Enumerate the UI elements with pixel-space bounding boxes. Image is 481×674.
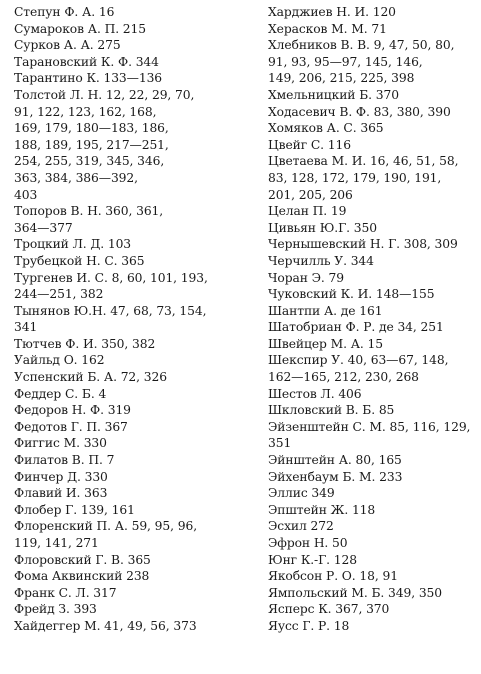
index-entry-name-line: Фома Аквинский 238: [14, 569, 150, 584]
index-entry-name-line: Ямпольский М. Б. 349, 350: [268, 585, 442, 600]
index-entry: [14, 369, 246, 386]
index-entry-name-line: Фиггис М. 330: [14, 436, 107, 451]
index-entry-pages-line: 91, 122, 123, 162, 168,: [14, 104, 157, 119]
index-entry-name-line: Тургенев И. С. 8, 60, 101, 193,: [14, 270, 208, 285]
index-entry-name-line: Флавий И. 363: [14, 486, 108, 501]
index-entry: [268, 518, 478, 535]
index-entry: [14, 618, 246, 635]
index-entry-name-line: Тарантино К. 133—136: [14, 71, 163, 86]
index-entry-name-line: Цвейг С. 116: [268, 137, 351, 152]
index-entry-name-line: Эйнштейн А. 80, 165: [268, 453, 402, 468]
index-entry-name-line: Херасков М. М. 71: [268, 21, 387, 36]
index-entry-name-line: Харджиев Н. И. 120: [268, 5, 396, 19]
index-entry: [14, 402, 246, 419]
index-entry-name-line: Трубецкой Н. С. 365: [14, 253, 145, 268]
index-entry-name-line: Шкловский В. Б. 85: [268, 403, 395, 418]
index-entry-name-line: Яусс Г. Р. 18: [268, 618, 350, 633]
index-entry-name-line: Ясперс К. 367, 370: [268, 602, 390, 617]
index-entry-name-line: Эллис 349: [268, 486, 335, 501]
index-column-left: [14, 4, 246, 635]
index-entry: [268, 104, 478, 121]
index-entry-pages-line: 169, 179, 180—183, 186,: [14, 121, 169, 136]
index-entry-name-line: Юнг К.-Г. 128: [268, 552, 357, 567]
index-entry: [268, 618, 478, 635]
index-entry: [268, 585, 478, 602]
index-entry: [14, 4, 246, 21]
index-entry-name-line: Эйзенштейн С. М. 85, 116, 129,: [268, 419, 471, 434]
index-entry-name-line: Степун Ф. А. 16: [14, 5, 115, 19]
index-entry-pages-line: 341: [14, 320, 38, 335]
index-entry: [268, 386, 478, 403]
index-entry: [268, 469, 478, 486]
index-entry: [14, 336, 246, 353]
index-entry-name-line: Шестов Л. 406: [268, 386, 362, 401]
index-entry-name-line: Уайльд О. 162: [14, 353, 105, 368]
index-entry-name-line: Троцкий Л. Д. 103: [14, 237, 132, 252]
index-entry: [14, 21, 246, 38]
index-entry: [268, 236, 478, 253]
index-entry: [14, 419, 246, 436]
index-entry-name-line: Цветаева М. И. 16, 46, 51, 58,: [268, 154, 459, 169]
index-entry: [268, 502, 478, 519]
index-entry-name-line: Эйхенбаум Б. М. 233: [268, 469, 403, 484]
index-entry-name-line: Эфрон Н. 50: [268, 536, 348, 550]
index-entry-name-line: Хайдеггер М. 41, 49, 56, 373: [14, 618, 197, 633]
index-entry-name-line: Ходасевич В. Ф. 83, 380, 390: [268, 104, 451, 119]
index-entry: [268, 4, 478, 21]
index-entry-pages-line: 363, 384, 386—392,: [14, 170, 138, 185]
index-entry-pages-line: 162—165, 212, 230, 268: [268, 370, 419, 385]
index-entry-name-line: Хмельницкий Б. 370: [268, 87, 399, 102]
index-entry-pages-line: 403: [14, 187, 38, 202]
index-entry: [14, 585, 246, 602]
index-entry: [268, 153, 478, 203]
index-entry: [268, 352, 478, 385]
index-entry: [268, 535, 478, 552]
index-entry-name-line: Целан П. 19: [268, 204, 347, 219]
index-entry: [14, 54, 246, 71]
index-entry: [14, 601, 246, 618]
index-entry: [14, 253, 246, 270]
index-entry: [14, 552, 246, 569]
index-entry: [268, 21, 478, 38]
index-entry-pages-line: 351: [268, 436, 292, 451]
index-entry: [14, 303, 246, 336]
index-entry-name-line: Шатобриан Ф. Р. де 34, 251: [268, 320, 444, 335]
index-entry: [268, 485, 478, 502]
index-entry: [268, 319, 478, 336]
index-entry-name-line: Франк С. Л. 317: [14, 585, 117, 600]
index-entry: [14, 469, 246, 486]
index-entry: [268, 452, 478, 469]
index-entry-name-line: Феддер С. Б. 4: [14, 386, 107, 401]
index-entry-name-line: Финчер Д. 330: [14, 469, 108, 484]
index-entry-pages-line: 83, 128, 172, 179, 190, 191,: [268, 170, 442, 185]
index-entry: [268, 568, 478, 585]
index-entry-name-line: Хомяков А. С. 365: [268, 121, 384, 136]
index-column-right: [268, 4, 478, 635]
index-entry-name-line: Сурков А. А. 275: [14, 38, 121, 53]
index-entry-name-line: Шантпи А. де 161: [268, 303, 383, 318]
index-entry: [14, 485, 246, 502]
index-entry: [268, 336, 478, 353]
index-entry-name-line: Тютчев Ф. И. 350, 382: [14, 336, 156, 351]
index-entry-name-line: Флоренский П. А. 59, 95, 96,: [14, 519, 197, 534]
index-entry: [14, 270, 246, 303]
index-entry-name-line: Чернышевский Н. Г. 308, 309: [268, 237, 458, 252]
index-entry-name-line: Эпштейн Ж. 118: [268, 502, 376, 517]
index-entry: [268, 601, 478, 618]
index-entry: [14, 236, 246, 253]
index-entry: [268, 286, 478, 303]
index-entry: [14, 37, 246, 54]
index-entry: [268, 270, 478, 287]
index-entry-name-line: Якобсон Р. О. 18, 91: [268, 569, 398, 584]
index-entry-pages-line: 149, 206, 215, 225, 398: [268, 71, 415, 86]
index-entry-name-line: Федоров Н. Ф. 319: [14, 403, 131, 418]
index-entry: [14, 203, 246, 236]
index-entry: [14, 87, 246, 203]
index-entry: [268, 402, 478, 419]
index-entry: [268, 552, 478, 569]
index-entry-name-line: Флобер Г. 139, 161: [14, 502, 135, 517]
index-entry-name-line: Тынянов Ю.Н. 47, 68, 73, 154,: [14, 303, 207, 318]
index-entry: [268, 253, 478, 270]
index-entry-pages-line: 364—377: [14, 220, 73, 235]
index-entry: [268, 87, 478, 104]
index-entry: [268, 37, 478, 87]
index-entry-name-line: Топоров В. Н. 360, 361,: [14, 204, 164, 219]
index-entry: [14, 502, 246, 519]
index-entry-name-line: Сумароков А. П. 215: [14, 21, 146, 36]
index-entry-name-line: Флоровский Г. В. 365: [14, 552, 151, 567]
index-entry-pages-line: 188, 189, 195, 217—251,: [14, 137, 169, 152]
index-entry: [268, 137, 478, 154]
index-entry-name-line: Тарановский К. Ф. 344: [14, 54, 159, 69]
index-entry-name-line: Эсхил 272: [268, 519, 334, 534]
index-entry: [14, 70, 246, 87]
index-entry-name-line: Фрейд З. 393: [14, 602, 97, 617]
index-entry: [268, 303, 478, 320]
index-entry-name-line: Хлебников В. В. 9, 47, 50, 80,: [268, 38, 455, 53]
index-entry-pages-line: 119, 141, 271: [14, 536, 99, 550]
index-entry-name-line: Филатов В. П. 7: [14, 453, 115, 468]
index-entry-name-line: Чуковский К. И. 148—155: [268, 287, 435, 302]
index-entry: [14, 568, 246, 585]
index-entry: [268, 203, 478, 220]
index-entry: [268, 220, 478, 237]
index-entry: [14, 352, 246, 369]
index-entry: [14, 518, 246, 551]
index-entry-name-line: Шекспир У. 40, 63—67, 148,: [268, 353, 449, 368]
index-entry: [14, 452, 246, 469]
index-entry-pages-line: 91, 93, 95—97, 145, 146,: [268, 54, 423, 69]
index-entry-name-line: Успенский Б. А. 72, 326: [14, 370, 167, 385]
index-entry-name-line: Чоран Э. 79: [268, 270, 344, 285]
index-entry-name-line: Черчилль У. 344: [268, 253, 374, 268]
index-entry-pages-line: 244—251, 382: [14, 287, 104, 302]
index-entry: [14, 435, 246, 452]
index-entry-pages-line: 201, 205, 206: [268, 187, 353, 202]
index-entry: [268, 120, 478, 137]
index-entry-name-line: Толстой Л. Н. 12, 22, 29, 70,: [14, 87, 195, 102]
index-entry-name-line: Швейцер М. А. 15: [268, 336, 383, 351]
index-entry-name-line: Цивьян Ю.Г. 350: [268, 220, 377, 235]
index-entry: [14, 386, 246, 403]
index-entry-pages-line: 254, 255, 319, 345, 346,: [14, 154, 165, 169]
index-entry: [268, 419, 478, 452]
index-entry-name-line: Федотов Г. П. 367: [14, 419, 128, 434]
